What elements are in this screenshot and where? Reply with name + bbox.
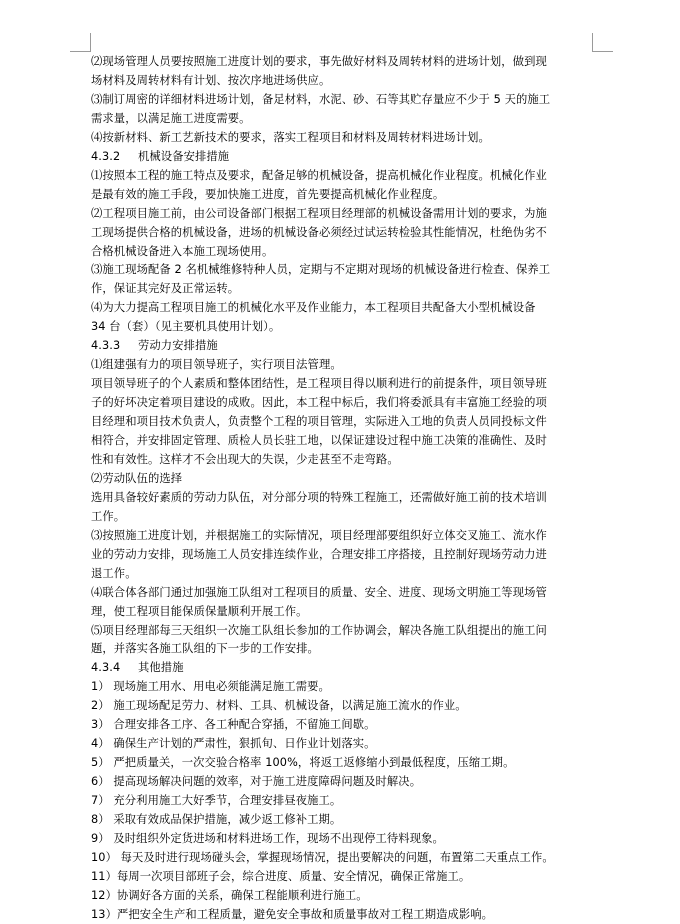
right-crop-mark [592,33,613,52]
text-line: 场材料及周转材料有计划、按次序地进场供应。 [91,73,331,87]
text-line: 选用具备较好素质的劳动力队伍，对分部分项的特殊工程施工，还需做好施工前的技术培训 [91,490,547,504]
text-line: 理，使工程项目能保质保量顺利开展工作。 [91,604,308,618]
text-line: 业的劳动力安排，现场施工人员安排连续作业，合理安排工序搭接，且控制好现场劳动力进 [91,547,547,561]
text-line: 11）每周一次项目部班子会，综合进度、质量、安全情况，确保正常施工。 [91,869,471,883]
text-line: ⑴按照本工程的施工特点及要求，配备足够的机械设备，提高机械化作业程度。机械化作业 [91,168,547,182]
section-heading [91,658,184,677]
text-line: 性和有效性。这样才不会出现大的失误，少走甚至不走弯路。 [91,452,399,466]
section-title: 机械设备安排措施 [138,149,230,163]
text-line: ⑵工程项目施工前，由公司设备部门根据工程项目经理部的机械设备需用计划的要求，为施 [91,206,547,220]
text-line: 需求量，以满足施工进度需要。 [91,111,251,125]
text-line: 2） 施工现场配足劳力、材料、工具、机械设备，以满足施工流水的作业。 [91,699,467,713]
section-number: 4.3.3 [91,339,121,353]
text-line: 退工作。 [91,566,137,580]
text-line: 13）严把安全生产和工程质量，避免安全事故和质量事故对工程工期造成影响。 [91,907,494,921]
text-line: ⑵劳动队伍的选择 [91,471,183,485]
text-line: 是最有效的施工手段，要加快施工进度，首先要提高机械化作业程度。 [91,187,445,201]
text-line: ⑸项目经理部每三天组织一次施工队组长参加的工作协调会，解决各施工队组提出的施工问 [91,623,547,637]
text-line: 合格机械设备进入本施工现场使用。 [91,244,274,258]
text-line: 工现场提供合格的机械设备，进场的机械设备必须经过试运转检验其性能情况，杜绝伪劣不 [91,225,547,239]
text-line: 3） 合理安排各工序、各工种配合穿插，不留施工间歇。 [91,718,376,732]
text-line: 题，并落实各施工队组的下一步的工作安排。 [91,642,319,656]
text-line: 7） 充分利用施工大好季节，合理安排昼夜施工。 [91,794,342,808]
section-heading [91,336,218,355]
text-line: 10） 每天及时进行现场碰头会，掌握现场情况，提出要解决的问题，布置第二天重点工作。 [91,850,554,864]
section-number: 4.3.2 [91,149,121,163]
text-line: 6） 提高现场解决问题的效率，对于施工进度障碍问题及时解决。 [91,775,422,789]
text-line: 5） 严把质量关，一次交验合格率 100%，将返工返修缩小到最低程度，压缩工期。 [91,756,515,770]
section-title: 其他措施 [138,661,184,675]
section-heading [91,147,229,166]
text-line: ⑶按照施工进度计划，并根据施工的实际情况，项目经理部要组织好立体交叉施工、流水作 [91,528,547,542]
text-line: 1） 现场施工用水、用电必须能满足施工需要。 [91,680,330,694]
text-line: 目经理和项目技术负责人，负责整个工程的项目管理，实际进入工地的负责人员同投标文件 [91,415,547,429]
text-line: ⑶施工现场配备 2 名机械维修特种人员，定期与不定期对现场的机械设备进行检查、保养工 [91,263,551,277]
text-line: ⑷联合体各部门通过加强施工队组对工程项目的质量、安全、进度、现场文明施工等现场管 [91,585,547,599]
section-title: 劳动力安排措施 [138,339,218,353]
text-line: ⑷按新材料、新工艺新技术的要求，落实工程项目和材料及周转材料进场计划。 [91,130,490,144]
text-line: 项目领导班子的个人素质和整体团结性，是工程项目得以顺利进行的前提条件，项目领导班 [91,377,547,391]
text-line: 9） 及时组织外定货进场和材料进场工作，现场不出现停工待料现象。 [91,831,444,845]
left-crop-mark [70,33,91,52]
text-line: 相符合，并安排固定管理、质检人员长驻工地，以保证建设过程中施工决策的准确性、及时 [91,434,547,447]
text-line: 工作。 [91,509,126,523]
text-line: 4） 确保生产计划的严肃性，狠抓旬、日作业计划落实。 [91,737,376,751]
text-line: 34 台（套）（见主要机具使用计划）。 [91,320,281,334]
text-line: ⑶制订周密的详细材料进场计划，备足材料，水泥、砂、石等其贮存量应不少于 5 天的施工 [91,92,551,106]
text-line: 12）协调好各方面的关系，确保工程能顺利进行施工。 [91,888,368,902]
text-line: ⑴组建强有力的项目领导班子，实行项目法管理。 [91,358,342,372]
section-number: 4.3.4 [91,661,121,675]
text-line: 8） 采取有效成品保护措施，减少返工修补工期。 [91,813,342,826]
text-line: ⑷为大力提高工程项目施工的机械化水平及作业能力，本工程项目共配备大小型机械设备 [91,301,536,315]
text-line: ⑵现场管理人员要按照施工进度计划的要求，事先做好材料及周转材料的进场计划，做到现 [91,55,547,68]
text-line: 子的好坏决定着项目建设的成败。因此，本工程中标后，我们将委派具有丰富施工经验的项 [91,396,547,410]
text-line: 作，保证其完好及正常运转。 [91,282,240,296]
